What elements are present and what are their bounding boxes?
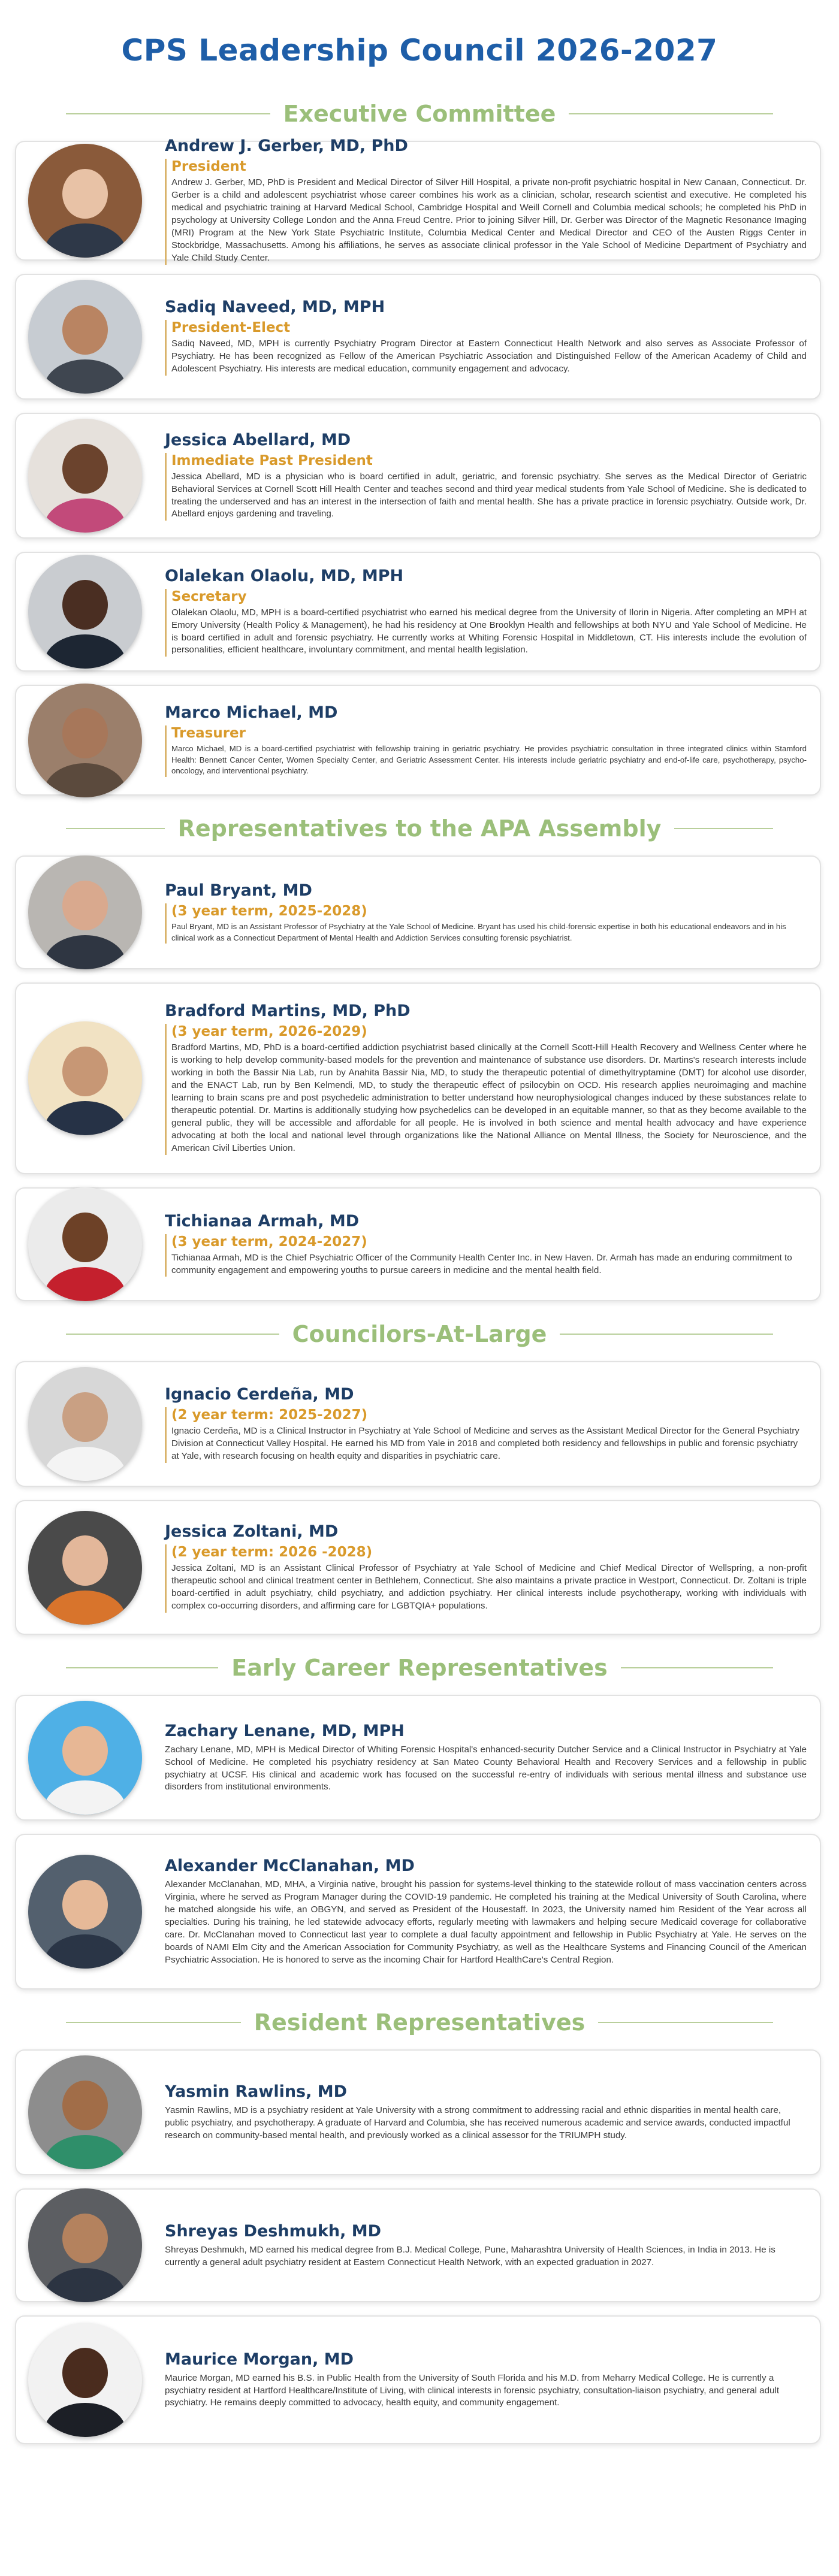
member-photo (28, 2055, 142, 2169)
member-bio: Sadiq Naveed, MD, MPH is currently Psychiatry Program Director at Eastern Connecticut Health Network and also serves as Associate Professor of Psychiatry. He has been recognized as Fellow of the American Psychiatric Association and Distinguished Fellow of the American Academy of Child and Adolescent Psychiatry. His interests are medical education, community engagement and advocacy. (171, 338, 807, 374)
member-name: Alexander McClanahan, MD (165, 1857, 415, 1876)
member-bio: Shreyas Deshmukh, MD earned his medical degree from B.J. Medical College, Pune, Maharashtra University of Health Sciences, in India in 2013. He is currently a general adult psychiatry resident at Eastern Connecticut Health Network, with an expected graduation in 2027. (165, 2244, 775, 2267)
member-bio: Olalekan Olaolu, MD, MPH is a board-certified psychiatrist who earned his medical degree from the University of Ilorin in Nigeria. After completing an MPH at Emory University (Health Policy & Management), he had his residency at One Brooklyn Health and fellowships at both NYU and Yale School of Medicine. He is board certified in adult and forensic psychiatry. He currently works at Whiting Forensic Hospital in Middletown, CT. His interests include the evolution of personalities, efficient healthcare, involuntary commitment, and mental health legislation. (171, 607, 807, 655)
member-role: Treasurer (171, 725, 246, 742)
member-role: (3 year term, 2026-2029) (171, 1024, 367, 1040)
member-photo (28, 419, 142, 533)
member-role: (3 year term, 2025-2028) (171, 903, 367, 920)
divider (66, 828, 165, 829)
member-name: Maurice Morgan, MD (165, 2350, 354, 2369)
member-name: Bradford Martins, MD, PhD (165, 1002, 411, 1021)
section-title: Executive Committee (283, 101, 556, 127)
member-card-cerdena (15, 1361, 821, 1487)
member-photo (28, 855, 142, 969)
divider (66, 113, 270, 114)
member-photo (28, 1701, 142, 1815)
member-card-martins (15, 982, 821, 1174)
divider (598, 2022, 773, 2023)
member-photo (28, 2188, 142, 2302)
divider (674, 828, 773, 829)
divider (66, 1334, 279, 1335)
section-title: Resident Representatives (253, 2009, 586, 2036)
divider (66, 1667, 218, 1668)
member-name: Jessica Zoltani, MD (165, 1522, 339, 1541)
member-photo (28, 1021, 142, 1135)
member-photo (28, 684, 142, 797)
member-bio: Paul Bryant, MD is an Assistant Professor of Psychiatry at the Yale School of Medicine. Bryant has used his child-forensic expertise in both his educational endeavors and in his clinical work as a Connecticut Department of Mental Health and Addiction Services consulting forensic psychiatrist. (171, 922, 786, 942)
divider (569, 113, 773, 114)
member-photo (28, 2323, 142, 2437)
member-bio: Alexander McClanahan, MD, MHA, a Virginia native, brought his passion for systems-level thinking to the statewide rollout of mass vaccination centers across Virginia, where he served as Program Manager during the COVID-19 pandemic. He completed his training at the Medical University of South Carolina, where he matched alongside his wife, an OBGYN, and served as President of the Housestaff. In 2023, the University named him Resident of the Year across all specialties. During his training, he led statewide advocacy efforts, regularly meeting with lawmakers and helping secure Medicaid coverage for collaborative care. Dr. McClanahan moved to Connecticut last year to complete a dual faculty appointment and fellowship in Public Psychiatry at Yale. He serves on the boards of NAMI Elm City and the American Association for Community Psychiatry, as well as the Healthcare Systems and Financing Council of the American Psychiatric Association. He is honored to serve as the incoming Chair for Hartford HealthCare's Central Region. (165, 1879, 807, 1965)
member-name: Andrew J. Gerber, MD, PhD (165, 137, 408, 156)
member-photo (28, 144, 142, 258)
section-councilors-at-large (66, 1313, 773, 1355)
divider (66, 2022, 241, 2023)
member-name: Ignacio Cerdeña, MD (165, 1385, 354, 1404)
section-title: Councilors-At-Large (292, 1321, 547, 1347)
member-photo (28, 1511, 142, 1625)
member-card-morgan (15, 2315, 821, 2444)
member-name: Zachary Lenane, MD, MPH (165, 1721, 405, 1740)
section-apa-assembly (66, 808, 773, 849)
member-bio: Bradford Martins, MD, PhD is a board-certified addiction psychiatrist based clinically at the Cornell Scott-Hill Health Recovery and Wellness Center where he is working to help develop community-based models for the prevention and maintenance of substance use disorders. Dr. Martins's research interests include working in both the Bassir Nia Lab, run by Anahita Bassir Nia, MD, to study the therapeutic potential of dimethyltryptamine (DMT) for alcohol use disorder, and the ENACT Lab, run by Ben Kelmendi, MD, to study the therapeutic effect of psilocybin on OCD. His research applies neuroimaging and machine learning to brain scans pre and post psychedelic administration to better understand how neurophysiological changes induced by these substances relate to therapeutic potential. Dr. Martins is additionally studying how psychedelics can be developed in an equitable manner, so that as they become available to the general public, they will be accessible and affordable for all people. He is involved in both science and mental health advocacy and have experience advocating at both the local and national level through organizations like the National Alliance on Mental Illness, the Society for Neuroscience, and the American Civil Liberties Union. (171, 1042, 807, 1153)
section-executive-committee (66, 93, 773, 135)
divider (621, 1667, 773, 1668)
member-bio: Marco Michael, MD is a board-certified psychiatrist with fellowship training in geriatric psychiatry. He provides psychiatric consultation in three integrated clinics within Stamford Health: Bennett Cancer Center, Women Specialty Center, and Geriatric Assessment Center. His interests include geriatric psychiatry and end-of-life care, psychotherapy, psycho-oncology, and interventional psychiatry. (171, 744, 807, 776)
member-role: (3 year term, 2024-2027) (171, 1233, 367, 1250)
member-photo (28, 1367, 142, 1481)
member-card-naveed (15, 274, 821, 400)
section-title: Representatives to the APA Assembly (177, 815, 662, 842)
member-card-olaolu (15, 552, 821, 672)
member-card-lenane (15, 1695, 821, 1821)
section-early-career (66, 1647, 773, 1689)
member-bio: Maurice Morgan, MD earned his B.S. in Public Health from the University of South Florida and his M.D. from Meharry Medical College. He is currently a psychiatry resident at Hartford Healthcare/Institute of Living, with clinical interests in forensic psychiatry, consultation-liaison psychiatry, and general adult psychiatry. He remains deeply committed to advocacy, health equity, and community engagement. (165, 2372, 780, 2408)
member-bio: Ignacio Cerdeña, MD is a Clinical Instructor in Psychiatry at Yale School of Medicine and serves as the Assistant Medical Director for the General Psychiatry Division at Connecticut Valley Hospital. He earned his MD from Yale in 2018 and completed both residency and fellowships in public and forensic psychiatry at Yale, with research focusing on health equity and disparities in psychiatric care. (171, 1426, 799, 1461)
member-name: Yasmin Rawlins, MD (165, 2082, 348, 2102)
member-role: (2 year term: 2025-2027) (171, 1407, 368, 1423)
member-name: Shreyas Deshmukh, MD (165, 2221, 382, 2241)
member-bio: Andrew J. Gerber, MD, PhD is President and Medical Director of Silver Hill Hospital, a private non-profit psychiatric hospital in New Canaan, Connecticut. Dr. Gerber is a child and adolescent psychiatrist whose career combines his work as a clinician, scholar, research scientist and executive. He completed his medical and psychiatric training at Harvard Medical School, Cambridge Hospital and Weill Cornell and Columbia medical schools; he completed his PhD in psychology at University College London and the Anna Freud Centre. Prior to joining Silver Hill, Dr. Gerber was Director of the Magnetic Resonance Imaging (MRI) Program at the New York State Psychiatric Institute, Columbia Medical Center and Medical Director and CEO of the Austen Riggs Center in Stockbridge, Massachusetts. Among his affiliations, he serves as associate clinical professor in the Yale School of Medicine Department of Psychiatry and Yale Child Study Center. (171, 177, 807, 263)
member-role: (2 year term: 2026 -2028) (171, 1544, 373, 1561)
member-role: Immediate Past President (171, 452, 373, 468)
member-bio: Jessica Zoltani, MD is an Assistant Clinical Professor of Psychiatry at Yale School of Medicine and Chief Medical Director of Wellspring, a non-profit therapeutic school and clinical treatment center in Bethlehem, Connecticut. She also maintains a private practice in Westport, Connecticut. Dr. Zoltani is triple board-certified in adult psychiatry, child psychiatry, and addiction psychiatry. Her clinical interests include psychotherapy, working with individuals with complex co-occurring disorders, and affirming care for LGBTQIA+ populations. (171, 1563, 807, 1611)
member-photo (28, 555, 142, 669)
member-bio: Jessica Abellard, MD is a physician who is board certified in adult, geriatric, and forensic psychiatry. She serves as the Medical Director of Geriatric Behavioral Services at Cornell Scott Hill Health Center and teaches second and third year medical students from Yale School of Medicine. She is dedicated to treating the underserved and has an interest in the intersection of faith and mental health. She has a private practice in forensic psychiatry. Outside work, Dr. Abellard enjoys gardening and traveling. (171, 471, 807, 519)
member-photo (28, 1187, 142, 1301)
member-card-zoltani (15, 1500, 821, 1635)
member-name: Marco Michael, MD (165, 703, 338, 722)
member-card-armah (15, 1187, 821, 1301)
member-name: Tichianaa Armah, MD (165, 1211, 360, 1230)
member-bio: Yasmin Rawlins, MD is a psychiatry resident at Yale University with a strong commitment to addressing racial and ethnic disparities in mental health care, public psychiatry, and psychotherapy. A graduate of Harvard and Columbia, she has received numerous academic and service awards, conducted impactful research on community-based mental health, and previously worked as a clinical assessor for the TRIUMPH study. (165, 2105, 790, 2140)
member-card-rawlins (15, 2049, 821, 2175)
divider (560, 1334, 773, 1335)
member-role: President (171, 159, 246, 175)
member-role: President-Elect (171, 320, 291, 336)
member-card-gerber (15, 137, 821, 263)
member-name: Sadiq Naveed, MD, MPH (165, 298, 385, 317)
member-card-deshmukh (15, 2188, 821, 2302)
member-bio: Zachary Lenane, MD, MPH is Medical Director of Whiting Forensic Hospital's enhanced-security Dutcher Service and a Clinical Instructor in Psychiatry at Yale School of Medicine. He completed his psychiatry residency at San Mateo County Behavioral Health and Recovery Services and a fellowship in public psychiatry at UCSF. His clinical and academic work has focused on the successful re-entry of individuals with serious mental illness and substance use disorders from institutional environments. (165, 1744, 807, 1792)
page-title: CPS Leadership Council 2026-2027 (121, 33, 718, 68)
member-role: Secretary (171, 588, 247, 604)
section-resident-representatives (66, 2001, 773, 2043)
member-photo (28, 280, 142, 394)
member-photo (28, 1855, 142, 1969)
member-card-bryant (15, 855, 821, 969)
member-name: Paul Bryant, MD (165, 881, 312, 900)
member-card-mcclanahan (15, 1834, 821, 1990)
section-title: Early Career Representatives (231, 1655, 608, 1681)
member-name: Olalekan Olaolu, MD, MPH (165, 566, 404, 585)
member-name: Jessica Abellard, MD (165, 430, 351, 449)
member-card-michael (15, 685, 821, 796)
member-card-abellard (15, 413, 821, 539)
member-bio: Tichianaa Armah, MD is the Chief Psychiatric Officer of the Community Health Center Inc. in New Haven. Dr. Armah has made an enduring commitment to community engagement and empowering youths to pursue careers in medicine and the mental health field. (171, 1252, 792, 1275)
